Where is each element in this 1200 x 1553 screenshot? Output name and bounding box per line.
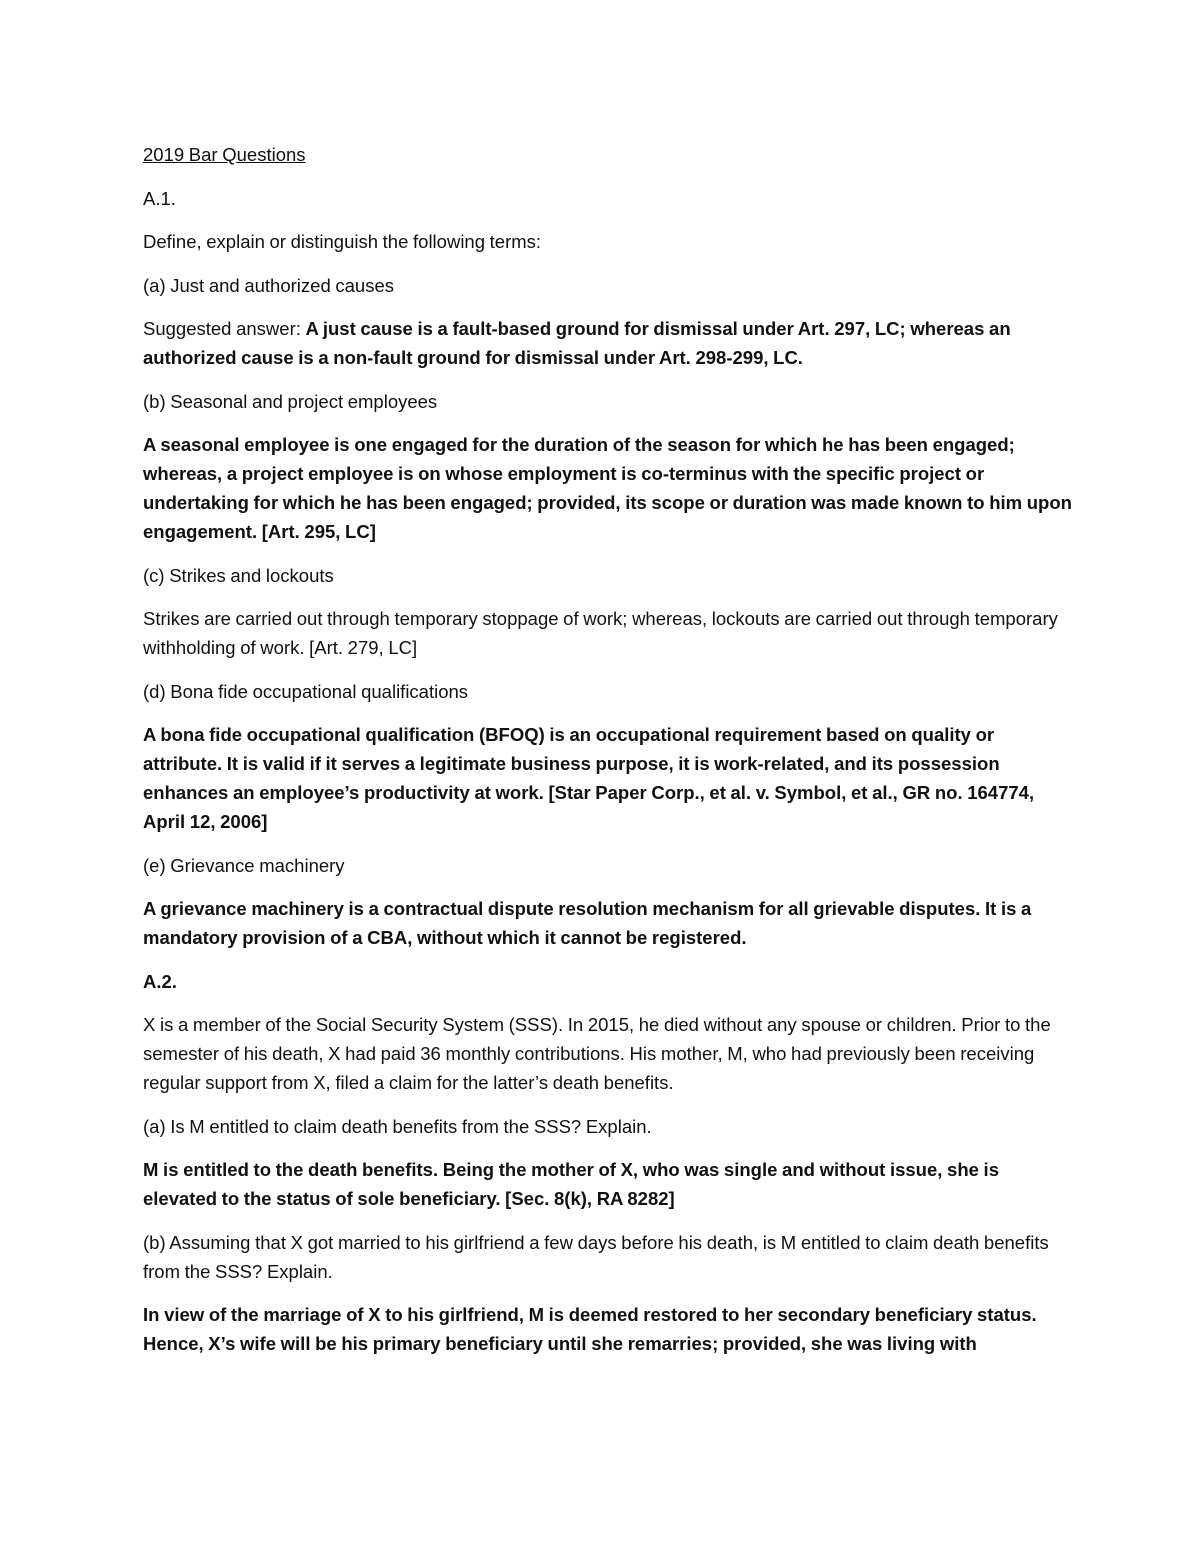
question-text: Is M entitled to claim death benefits from the SSS? Explain. [165, 1115, 652, 1137]
answer-a [143, 314, 1073, 372]
item-label: (b) [143, 1231, 166, 1253]
section-heading-a1: A.1. [143, 187, 176, 209]
term-text: Grievance machinery [165, 854, 345, 876]
answer-2a: M is entitled to the death benefits. Being the mother of X, who was single and without issue, she is elevated to the status of sole beneficiary. [Sec. 8(k), RA 8282] [143, 1159, 999, 1209]
document-title-text: 2019 Bar Questions [143, 144, 306, 165]
document-body [143, 140, 1073, 1373]
term-text: Bona fide occupational qualifications [165, 680, 469, 702]
term-a [143, 271, 1073, 300]
answer-text: A just cause is a fault-based ground for dismissal under Art. 297, LC; whereas an authorized cause is a non-fault ground for dismissal under Art. 298-299, LC. [143, 318, 1011, 368]
facts-text: X is a member of the Social Security System (SSS). In 2015, he died without any spouse or children. Prior to the semester of his death, X had paid 36 monthly contributions. His mother, M, who had previously been receiving regular support from X, filed a claim for the latter’s death benefits. [143, 1014, 1051, 1093]
question-b [143, 1228, 1073, 1286]
item-label: (a) [143, 274, 166, 296]
item-label: (d) [143, 680, 166, 702]
term-c [143, 561, 1073, 590]
term-text: Just and authorized causes [165, 274, 394, 296]
answer-2b: In view of the marriage of X to his girlfriend, M is deemed restored to her secondary beneficiary status. Hence, X’s wife will be his primary beneficiary until she remarries; provided, she was living with [143, 1304, 1037, 1354]
term-d [143, 677, 1073, 706]
question-text: Assuming that X got married to his girlfriend a few days before his death, is M entitled to claim death benefits from the SSS? Explain. [143, 1231, 1049, 1282]
term-text: Seasonal and project employees [165, 390, 438, 412]
term-b [143, 387, 1073, 416]
question-a [143, 1112, 1073, 1141]
item-label: (a) [143, 1115, 166, 1137]
answer-b: A seasonal employee is one engaged for the duration of the season for which he has been engaged; whereas, a project employee is on whose employment is co-terminus with the specific project or undertaking for which he has been engaged; provided, its scope or duration was made known to him upon engagement. [Art. 295, LC] [143, 434, 1072, 542]
item-label: (e) [143, 854, 166, 876]
answer-c: Strikes are carried out through temporary stoppage of work; whereas, lockouts are carried out through temporary withholding of work. [Art. 279, LC] [143, 608, 1058, 658]
answer-prefix: Suggested answer: [143, 318, 306, 339]
answer-d: A bona fide occupational qualification (BFOQ) is an occupational requirement based on quality or attribute. It is valid if it serves a legitimate business purpose, it is work-related, and its possession enhances an employee’s productivity at work. [Star Paper Corp., et al. v. Symbol, et al., GR no. 164774, April 12, 2006] [143, 724, 1035, 832]
instruction-text: Define, explain or distinguish the following terms: [143, 231, 542, 252]
answer-e: A grievance machinery is a contractual dispute resolution mechanism for all grievable disputes. It is a mandatory provision of a CBA, without which it cannot be registered. [143, 898, 1032, 948]
term-e [143, 851, 1073, 880]
item-label: (b) [143, 390, 166, 412]
document-title [143, 140, 1073, 169]
section-heading-a2: A.2. [143, 970, 177, 992]
term-text: Strikes and lockouts [164, 564, 334, 586]
item-label: (c) [143, 564, 165, 586]
